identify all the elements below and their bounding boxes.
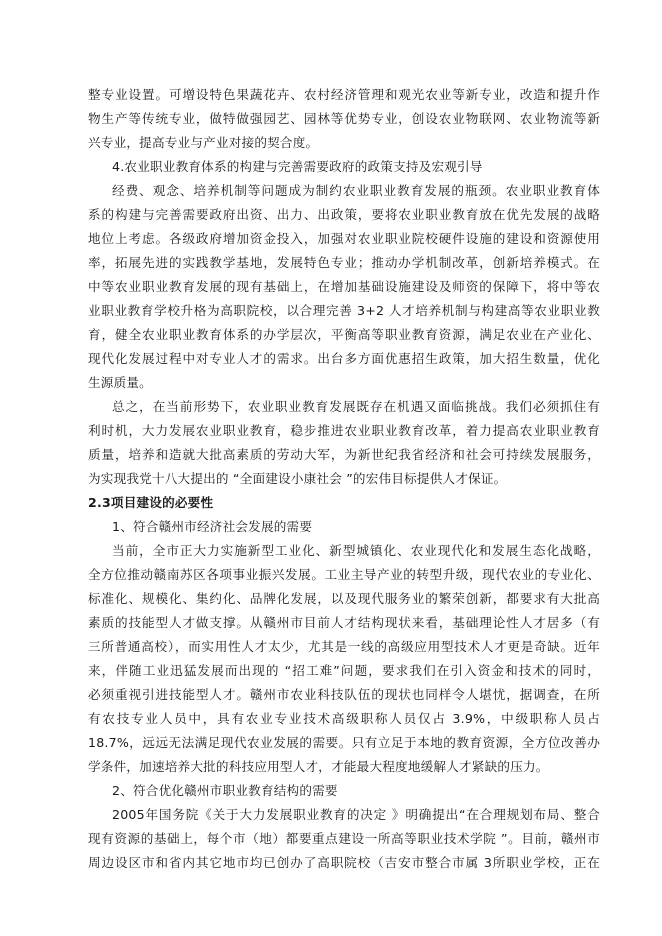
paragraph-line: 率，拓展先进的实践教学基地，发展特色专业；推动办学机制改革，创新培养模式。在 [88, 255, 600, 270]
paragraph-line: 当前，全市正大力实施新型工业化、新型城镇化、农业现代化和发展生态化战略， [112, 543, 600, 558]
paragraph-line: 系的构建与完善需要政府出资、出力、出政策，要将农业职业教育放在优先发展的战略 [88, 207, 600, 222]
subsection-heading: 1、符合赣州市经济社会发展的需要 [112, 519, 313, 534]
subsection-heading: 2、符合优化赣州市职业教育结构的需要 [112, 783, 338, 798]
section-heading: 4.农业职业教育体系的构建与完善需要政府的政策支持及宏观引导 [112, 159, 483, 174]
paragraph-line: 育，健全农业职业教育体系的办学层次，平衡高等职业教育资源，满足农业在产业化、 [88, 327, 600, 342]
paragraph-line: 2005年国务院《关于大力发展职业教育的决定 》明确提出“在合理规划布局、整合 [112, 807, 600, 822]
paragraph-line: 学条件，加速培养大批的科技应用型人才，才能最大程度地缓解人才紧缺的压力。 [88, 759, 549, 774]
paragraph-line: 利时机，大力发展农业职业教育，稳步推进农业职业教育改革，着力提高农业职业教育 [88, 423, 600, 438]
paragraph-line: 总之，在当前形势下，农业职业教育发展既存在机遇又面临挑战。我们必须抓住有 [112, 399, 600, 414]
paragraph-line: 18.7%，远远无法满足现代农业发展的需要。只有立足于本地的教育资源，全方位改善办 [88, 735, 600, 750]
paragraph-line: 中等农业职业教育发展的现有基础上，在增加基础设施建设及师资的保障下，将中等农 [88, 279, 600, 294]
paragraph-line: 现代化发展过程中对专业人才的需求。出台多方面优惠招生政策，加大招生数量，优化 [88, 351, 600, 366]
paragraph-line: 素质的技能型人才做支撑。从赣州市目前人才结构现状来看，基础理论性人才居多（有 [88, 615, 600, 630]
paragraph-line: 有农技专业人员中，具有农业专业技术高级职称人员仅占 3.9%，中级职称人员占 [88, 711, 600, 726]
paragraph-line: 兴专业，提高专业与产业对接的契合度。 [88, 135, 319, 150]
paragraph-line: 为实现我党十八大提出的 “全面建设小康社会 ”的宏伟目标提供人才保证。 [88, 471, 507, 486]
paragraph-line: 标准化、规模化、集约化、品牌化发展，以及现代服务业的繁荣创新，都要求有大批高 [88, 591, 600, 606]
paragraph-line: 地位上考虑。各级政府增加资金投入，加强对农业职业院校硬件设施的建设和资源使用 [88, 231, 600, 246]
paragraph-line: 经费、观念、培养机制等问题成为制约农业职业教育发展的瓶颈。农业职业教育体 [112, 183, 600, 198]
section-title: 2.3项目建设的必要性 [88, 495, 214, 510]
paragraph-line: 质量，培养和造就大批高素质的劳动大军，为新世纪我省经济和社会可持续发展服务， [88, 447, 600, 462]
paragraph-line: 三所普通高校），而实用性人才太少，尤其是一线的高级应用型技术人才更是奇缺。近年 [88, 639, 600, 654]
paragraph-line: 业职业教育学校升格为高职院校，以合理完善 3+2 人才培养机制与构建高等农业职业教 [88, 303, 600, 318]
paragraph-line: 生源质量。 [88, 375, 152, 390]
paragraph-line: 周边设区市和省内其它地市均已创办了高职院校（吉安市整合市属 3所职业学校，正在 [88, 855, 600, 870]
paragraph-line: 物生产等传统专业，做特做强园艺、园林等优势专业，创设农业物联网、农业物流等新 [88, 111, 600, 126]
paragraph-line: 现有资源的基础上，每个市（地）都要重点建设一所高等职业技术学院 ”。目前，赣州市 [88, 831, 600, 846]
paragraph-line: 整专业设置。可增设特色果蔬花卉、农村经济管理和观光农业等新专业，改造和提升作 [88, 87, 600, 102]
paragraph-line: 全方位推动赣南苏区各项事业振兴发展。工业主导产业的转型升级，现代农业的专业化、 [88, 567, 600, 582]
paragraph-line: 来，伴随工业迅猛发展而出现的 “招工难”问题，要求我们在引入资金和技术的同时， [88, 663, 600, 678]
paragraph-line: 必须重视引进技能型人才。赣州市农业科技队伍的现状也同样令人堪忧，据调查，在所 [88, 687, 600, 702]
